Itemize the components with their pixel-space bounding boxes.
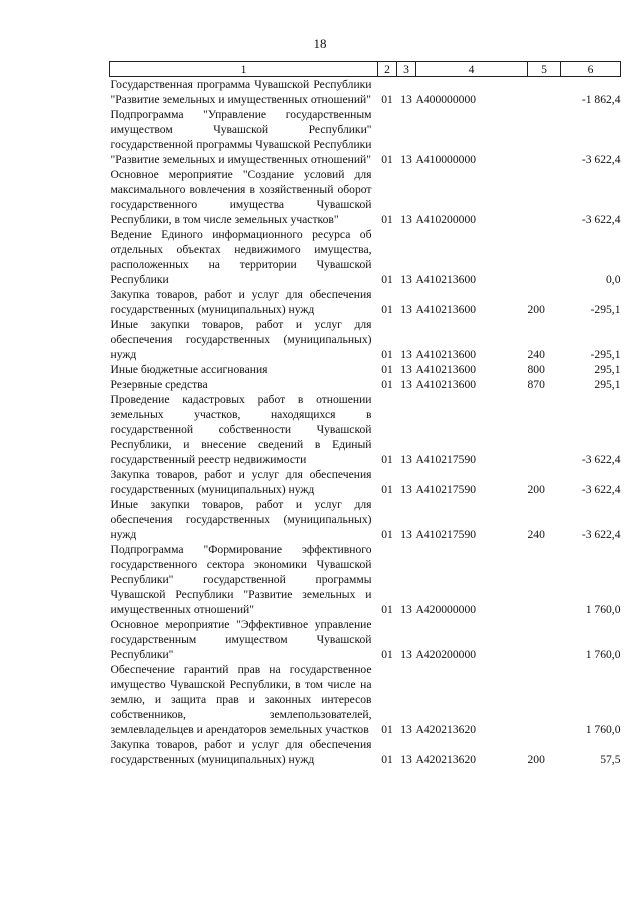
row-target-item: A410213600: [415, 303, 477, 316]
table-row: [110, 362, 621, 377]
table-row: [110, 107, 621, 167]
table-row: [110, 737, 621, 767]
row-name: Подпрограмма "Управление государственным имуществом Чувашской Республики" государственной программы Чувашской Республики "Развитие земельных и имущественных отношений": [110, 108, 372, 166]
row-amount: -3 622,4: [581, 483, 621, 496]
table-row: [110, 392, 621, 467]
row-expense-type: [528, 392, 561, 467]
row-subsection: 13: [400, 363, 412, 376]
row-target-item: A410217590: [415, 528, 477, 541]
table-body: [110, 77, 621, 768]
row-subsection: 13: [400, 723, 412, 736]
header-col-chapter: 2: [378, 62, 397, 77]
row-chapter: 01: [381, 213, 393, 226]
row-target-item: A410000000: [415, 153, 477, 166]
row-chapter: 01: [381, 303, 393, 316]
row-chapter: 01: [381, 273, 393, 286]
table-row: [110, 227, 621, 287]
row-name: Закупка товаров, работ и услуг для обеспечения государственных (муниципальных) нужд: [110, 738, 372, 766]
header-col-subsection: 3: [397, 62, 416, 77]
row-expense-type: 200: [527, 303, 545, 316]
row-chapter: 01: [381, 93, 393, 106]
row-target-item: A410217590: [415, 483, 477, 496]
row-subsection: 13: [400, 348, 412, 361]
row-subsection: 13: [400, 753, 412, 766]
row-chapter: 01: [381, 648, 393, 661]
row-subsection: 13: [400, 453, 412, 466]
row-expense-type: [528, 227, 561, 287]
row-chapter: 01: [381, 528, 393, 541]
row-expense-type: 240: [527, 528, 545, 541]
row-target-item: A410200000: [415, 213, 477, 226]
row-name: Иные закупки товаров, работ и услуг для обеспечения государственных (муниципальных) нужд: [110, 498, 372, 541]
row-target-item: A420213620: [415, 723, 477, 736]
row-expense-type: [528, 542, 561, 617]
row-chapter: 01: [381, 483, 393, 496]
table-row: [110, 77, 621, 108]
table-row: [110, 467, 621, 497]
row-name: Подпрограмма "Формирование эффективного государственного сектора экономики Чувашской Республики" государственной программы Чувашской Республики "Развитие земельных и имущественных отношений": [110, 543, 372, 616]
row-amount: 1 760,0: [585, 723, 621, 736]
row-amount: 295,1: [594, 363, 621, 376]
row-subsection: 13: [400, 648, 412, 661]
row-chapter: 01: [381, 753, 393, 766]
header-col-expense-type: 5: [528, 62, 561, 77]
row-name: Основное мероприятие "Эффективное управление государственным имуществом Чувашской Республики": [110, 618, 372, 661]
row-amount: -3 622,4: [581, 453, 621, 466]
row-subsection: 13: [400, 303, 412, 316]
page-number: 18: [313, 36, 327, 51]
header-row: [110, 62, 621, 77]
row-amount: 1 760,0: [585, 603, 621, 616]
row-subsection: 13: [400, 93, 412, 106]
row-name: Закупка товаров, работ и услуг для обеспечения государственных (муниципальных) нужд: [110, 468, 372, 496]
row-expense-type: 240: [527, 348, 545, 361]
row-expense-type: 870: [527, 378, 545, 391]
table-row: [110, 167, 621, 227]
row-expense-type: 200: [527, 483, 545, 496]
row-target-item: A420200000: [415, 648, 477, 661]
table-row: [110, 542, 621, 617]
row-amount: 57,5: [600, 753, 621, 766]
row-amount: -3 622,4: [581, 528, 621, 541]
table-row: [110, 317, 621, 362]
row-chapter: 01: [381, 378, 393, 391]
row-expense-type: [528, 77, 561, 108]
row-chapter: 01: [381, 363, 393, 376]
row-expense-type: 200: [527, 753, 545, 766]
row-name: Иные закупки товаров, работ и услуг для обеспечения государственных (муниципальных) нужд: [110, 318, 372, 361]
header-col-amount: 6: [561, 62, 621, 77]
row-amount: 0,0: [606, 273, 621, 286]
row-name: Ведение Единого информационного ресурса об отдельных объектах недвижимого имущества, расположенных на территории Чувашской Республики: [110, 228, 372, 286]
row-chapter: 01: [381, 603, 393, 616]
row-amount: 295,1: [594, 378, 621, 391]
row-subsection: 13: [400, 378, 412, 391]
row-name: Иные бюджетные ассигнования: [110, 363, 268, 376]
row-chapter: 01: [381, 453, 393, 466]
table-row: [110, 287, 621, 317]
row-name: Государственная программа Чувашской Республики "Развитие земельных и имущественных отношений": [110, 78, 372, 106]
row-name: Основное мероприятие "Создание условий для максимального вовлечения в хозяйственный оборот государственного имущества Чувашской Республики, в том числе земельных участков": [110, 168, 372, 226]
row-expense-type: [528, 107, 561, 167]
row-amount: 1 760,0: [585, 648, 621, 661]
row-target-item: A410213600: [415, 378, 477, 391]
row-expense-type: [528, 662, 561, 737]
row-target-item: A410213600: [415, 273, 477, 286]
row-target-item: A410213600: [415, 348, 477, 361]
row-subsection: 13: [400, 213, 412, 226]
row-amount: -295,1: [590, 348, 621, 361]
row-target-item: A400000000: [415, 93, 477, 106]
row-name: Закупка товаров, работ и услуг для обеспечения государственных (муниципальных) нужд: [110, 288, 372, 316]
row-amount: -1 862,4: [581, 93, 621, 106]
budget-table: [109, 61, 621, 767]
row-chapter: 01: [381, 153, 393, 166]
row-target-item: A410213600: [415, 363, 477, 376]
table-header: [110, 62, 621, 77]
table-row: [110, 662, 621, 737]
header-col-target-item: 4: [416, 62, 528, 77]
row-name: Обеспечение гарантий прав на государственное имущество Чувашской Республики, в том числе на землю, и защита прав и законных интересов собственников, землепользователей, землевладельцев и арендаторов земельных участков: [110, 663, 372, 736]
row-amount: -295,1: [590, 303, 621, 316]
row-subsection: 13: [400, 603, 412, 616]
row-chapter: 01: [381, 723, 393, 736]
table-row: [110, 617, 621, 662]
row-subsection: 13: [400, 273, 412, 286]
row-amount: -3 622,4: [581, 213, 621, 226]
row-target-item: A420000000: [415, 603, 477, 616]
row-name: Резервные средства: [110, 378, 208, 391]
header-col-name: 1: [110, 62, 378, 77]
row-subsection: 13: [400, 153, 412, 166]
row-target-item: A420213620: [415, 753, 477, 766]
table-row: [110, 377, 621, 392]
row-amount: -3 622,4: [581, 153, 621, 166]
row-expense-type: 800: [527, 363, 545, 376]
row-subsection: 13: [400, 528, 412, 541]
row-chapter: 01: [381, 348, 393, 361]
table-row: [110, 497, 621, 542]
row-name: Проведение кадастровых работ в отношении земельных участков, находящихся в государственной собственности Чувашской Республики, и внесение сведений в Единый государственный реестр недвижимости: [110, 393, 372, 466]
row-subsection: 13: [400, 483, 412, 496]
row-expense-type: [528, 167, 561, 227]
row-expense-type: [528, 617, 561, 662]
row-target-item: A410217590: [415, 453, 477, 466]
